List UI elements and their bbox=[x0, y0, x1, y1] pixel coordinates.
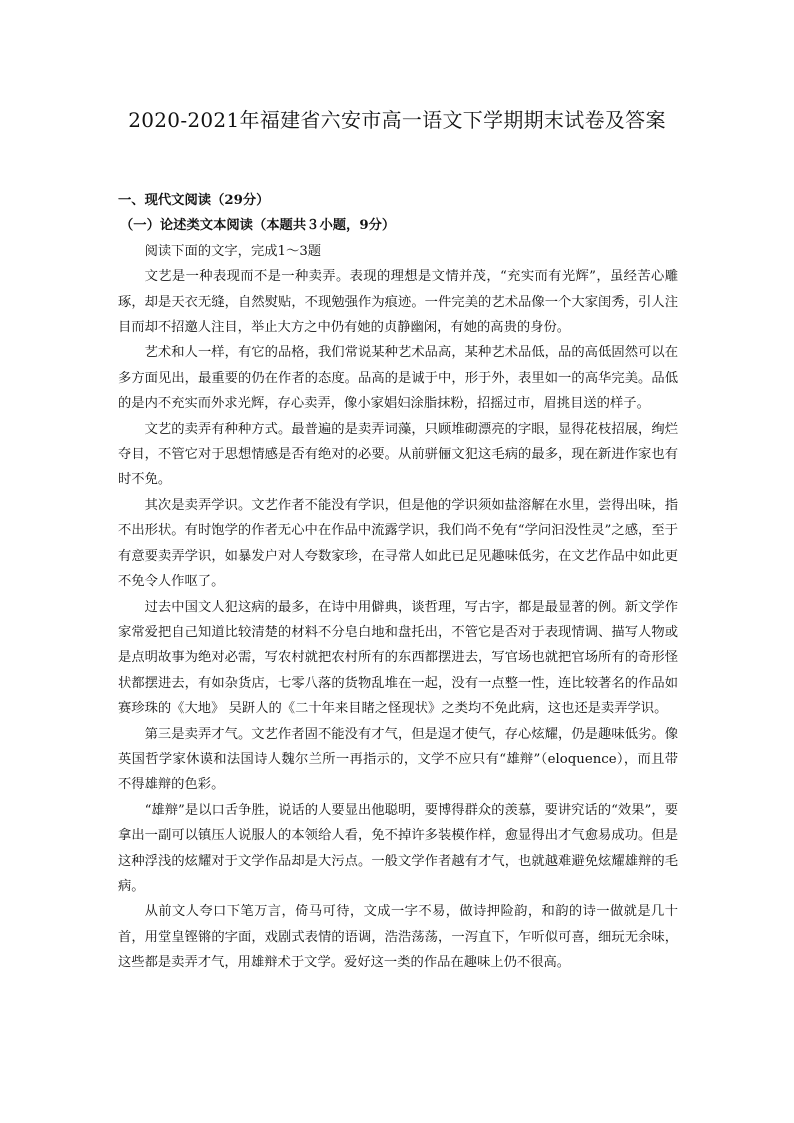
paragraph: 其次是卖弄学识。文艺作者不能没有学识，但是他的学识须如盐溶解在水里，尝得出味，指不出形状。有时饱学的作者无心中在作品中流露学识，我们尚不免有“学问汩没性灵”之感，至于有意要卖弄学识，如暴发户对人夸数家珍，在寻常人如此已足见趣味低劣，在文艺作品中如此更不免令人作呕了。 bbox=[118, 497, 678, 590]
paragraph: “雄辩”是以口舌争胜，说话的人要显出他聪明，要博得群众的羡慕，要讲究话的“效果”，要拿出一副可以镇压人说服人的本领给人看，免不掉许多装模作样，愈显得出才气愈易成功。但是这种浮浅的炫耀对于文学作品却是大污点。一般文学作者越有才气，也就越难避免炫耀雄辩的毛病。 bbox=[118, 802, 678, 894]
paragraph: 艺术和人一样，有它的品格，我们常说某种艺术品高，某种艺术品低，品的高低固然可以在多方面见出，最重要的仍在作者的态度。品高的是诚于中，形于外，表里如一的高华完美。品低的是内不充实而外求光辉，存心卖弄，像小家娼妇涂脂抹粉，招摇过市，眉挑目送的样子。 bbox=[118, 345, 678, 412]
paragraph: 文艺是一种表现而不是一种卖弄。表现的理想是文情并茂，“充实而有光辉”，虽经苦心雕琢，却是天衣无缝，自然熨贴，不现勉强作为痕迹。一件完美的艺术品像一个大家闺秀，引人注目而却不招邀人注目，举止大方之中仍有她的贞静幽闲，有她的高贵的身份。 bbox=[118, 269, 678, 336]
paragraph: 从前文人夸口下笔万言，倚马可待，文成一字不易，做诗押险韵，和韵的诗一做就是几十首，用堂皇铿锵的字面，戏剧式表情的语调，浩浩荡荡，一泻直下，乍听似可喜，细玩无余味，这些都是卖弄才气，用雄辩术于文学。爱好这一类的作品在趣味上仍不很高。 bbox=[118, 904, 678, 971]
paragraph: 文艺的卖弄有种种方式。最普遍的是卖弄词藻，只顾堆砌漂亮的字眼，显得花枝招展，绚烂夺目，不管它对于思想情感是否有绝对的必要。从前骈俪文犯这毛病的最多，现在新进作家也有时不免。 bbox=[118, 421, 678, 488]
document-body bbox=[118, 188, 678, 976]
subsection-heading: （一）论述类文本阅读（本题共３小题，9分） bbox=[120, 218, 396, 234]
page-title: 2020-2021年福建省六安市高一语文下学期期末试卷及答案 bbox=[128, 108, 666, 132]
section-heading: 一、现代文阅读（29分） bbox=[118, 193, 270, 208]
paragraph: 第三是卖弄才气。文艺作者固不能没有才气，但是逞才使气，存心炫耀，仍是趣味低劣。像英国哲学家休谟和法国诗人魏尔兰所一再指示的，文学不应只有“雄辩”（eloquence），而且带不得雄辩的色彩。 bbox=[118, 726, 678, 793]
paragraph: 过去中国文人犯这病的最多，在诗中用僻典，谈哲理，写古字，都是最显著的例。新文学作家常爱把自己知道比较清楚的材料不分皂白地和盘托出，不管它是否对于表现情调、描写人物或是点明故事为绝对必需，写农村就把农村所有的东西都摆进去，写官场也就把官场所有的奇形怪状都摆进去，有如杂货店，七零八落的货物乱堆在一起，没有一点整一性，连比较著名的作品如赛珍珠的《大地》 吴趼人的《二十年来目睹之怪现状》之类均不免此病，这也还是卖弄学识。 bbox=[118, 599, 678, 717]
instruction-text: 阅读下面的文字，完成1～3题 bbox=[144, 243, 322, 259]
